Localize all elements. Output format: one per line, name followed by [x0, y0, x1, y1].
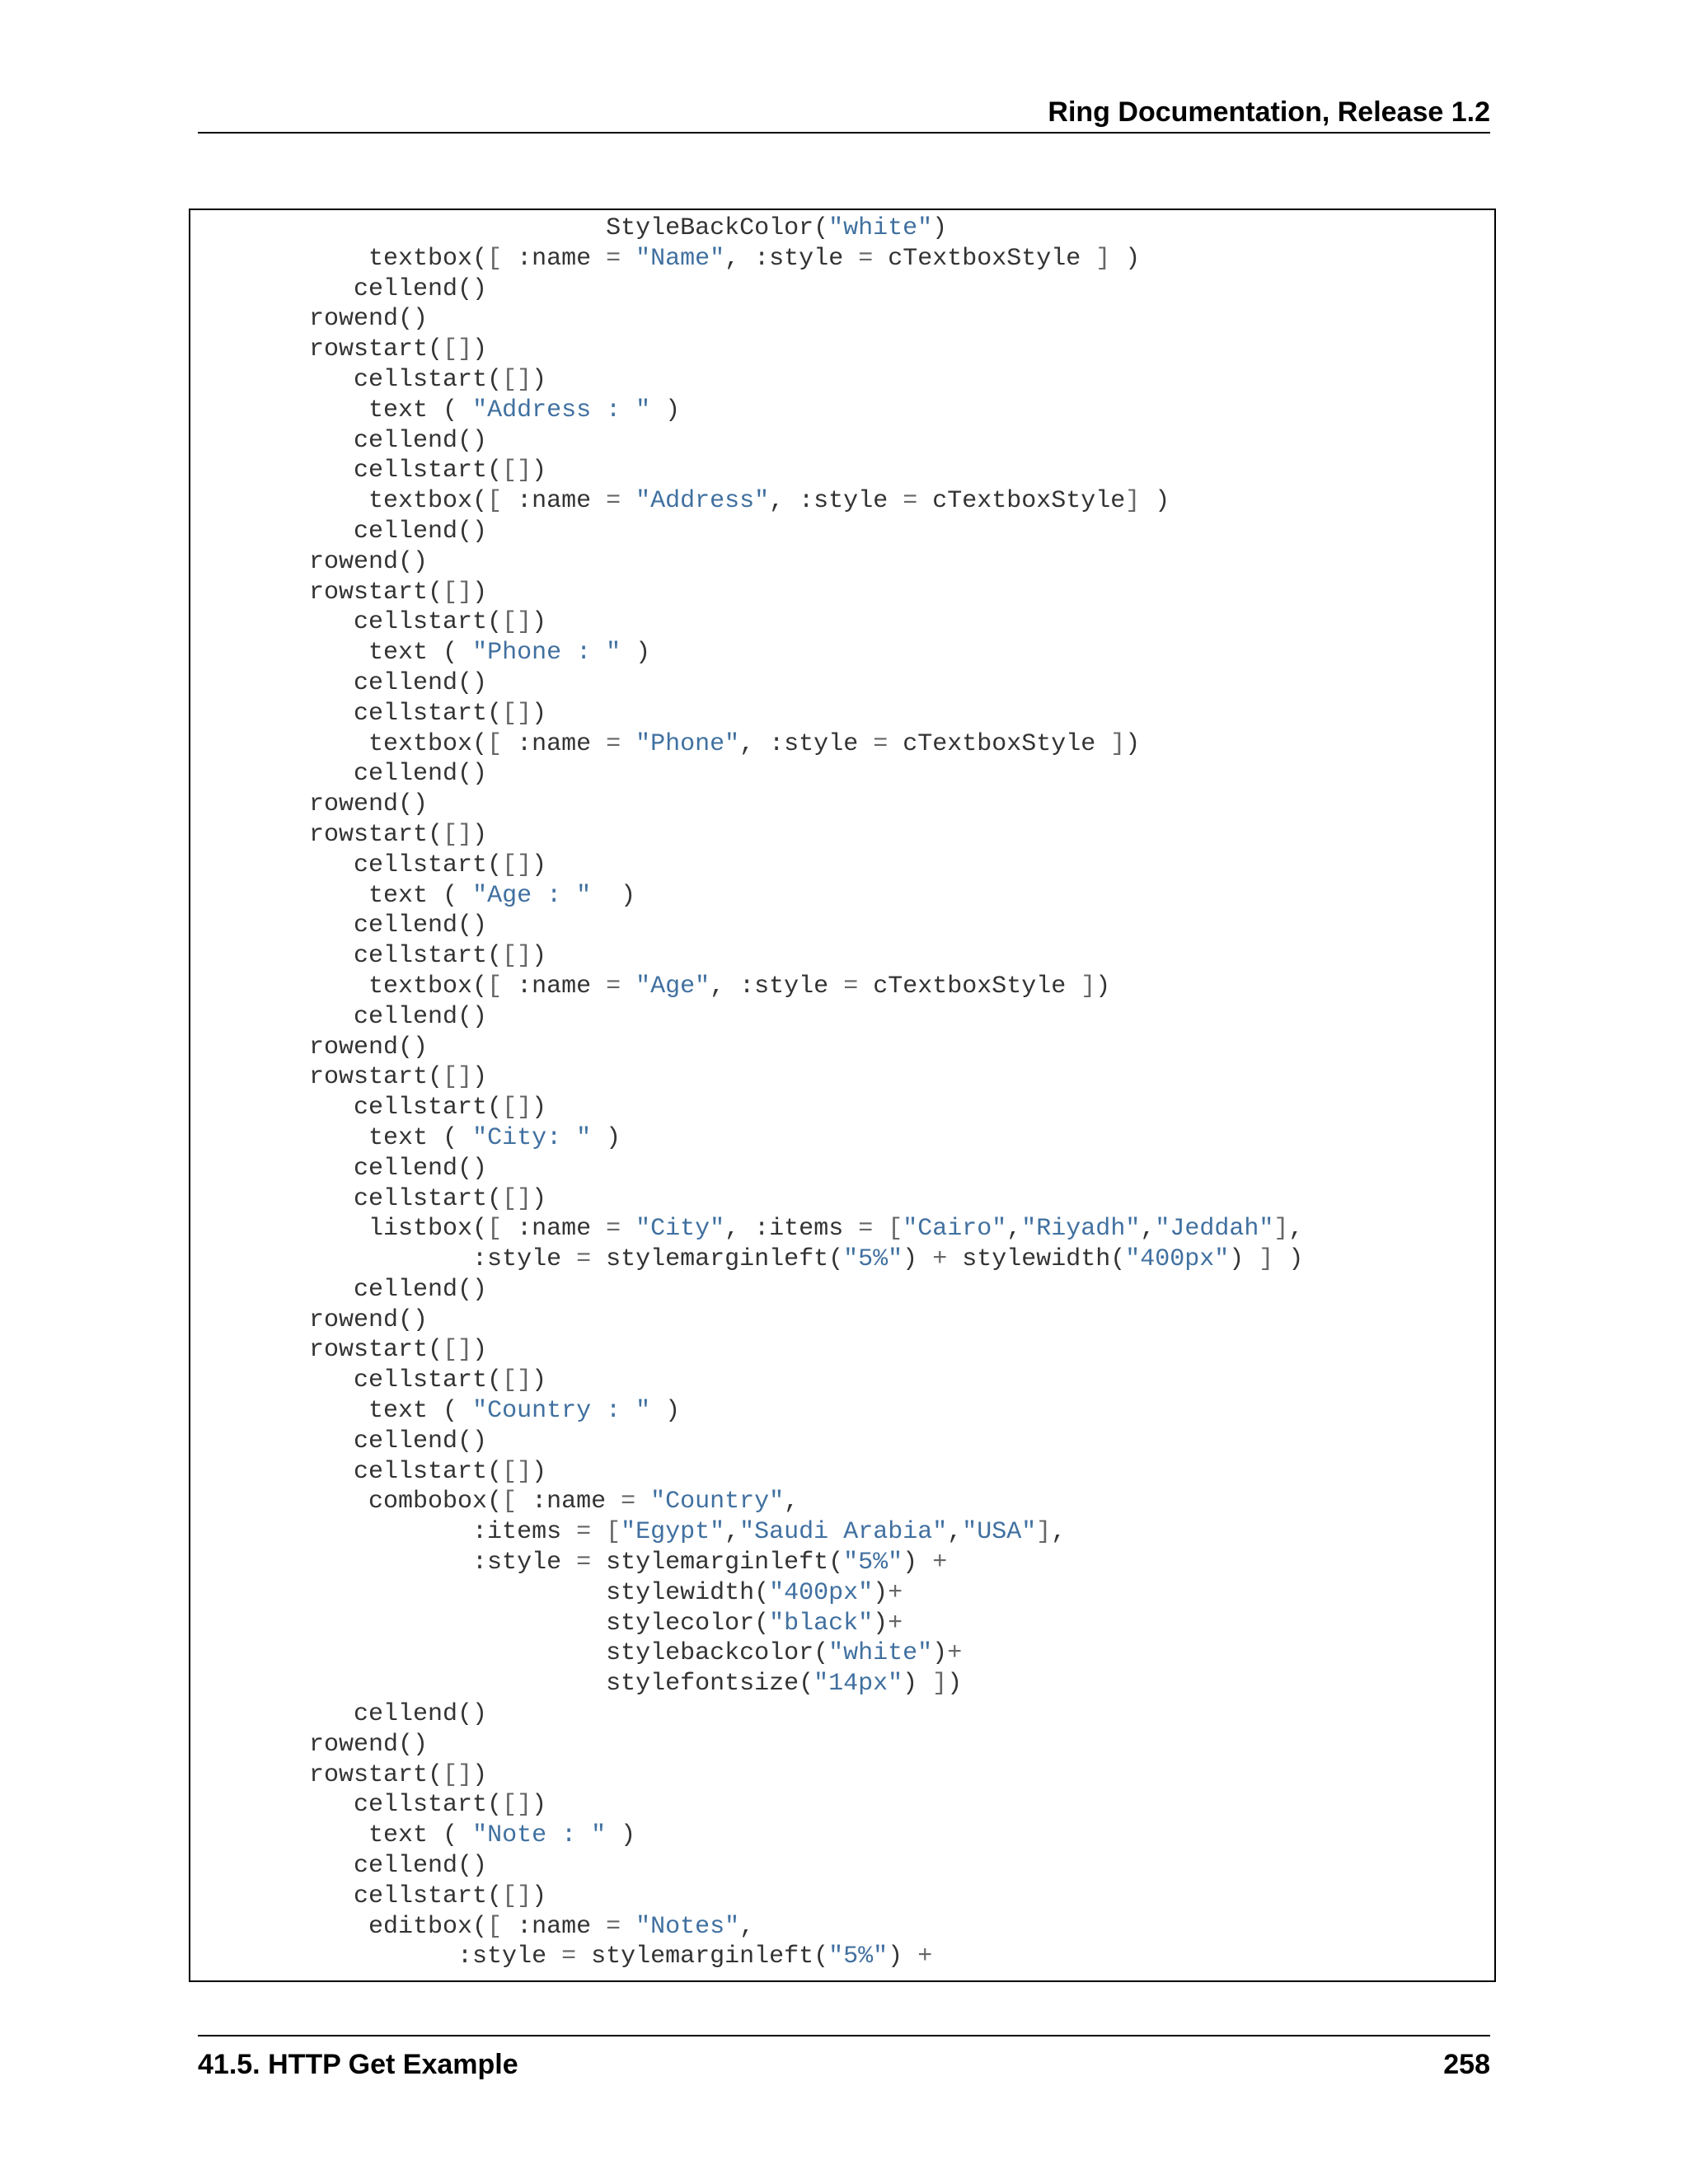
code-line: cellstart([]) [190, 1184, 547, 1213]
code-line: cellstart([]) [190, 1882, 547, 1910]
code-line: cellend() [190, 1002, 488, 1031]
code-line: text ( "Address : " ) [190, 396, 681, 424]
page-header [198, 92, 1490, 134]
code-line: rowend() [190, 547, 429, 576]
code-line: text ( "Phone : " ) [190, 639, 651, 668]
code-line: cellstart([]) [190, 942, 547, 971]
code-line: cellend() [190, 517, 488, 546]
code-line: rowend() [190, 1033, 429, 1062]
code-line: text ( "Note : " ) [190, 1821, 636, 1850]
code-line: textbox([ :name = "Phone", :style = cTextboxStyle ]) [190, 729, 1141, 758]
code-line: rowstart([]) [190, 1063, 488, 1092]
code-line: textbox([ :name = "Age", :style = cTextboxStyle ]) [190, 972, 1111, 1001]
code-line: StyleBackColor("white") [190, 214, 948, 242]
code-line: cellend() [190, 426, 488, 455]
code-line: rowstart([]) [190, 335, 488, 364]
code-line: editbox([ :name = "Notes", [190, 1912, 755, 1941]
code-line: cellstart([]) [190, 457, 547, 485]
code-line: text ( "City: " ) [190, 1123, 621, 1152]
code-line: textbox([ :name = "Address", :style = cTextboxStyle] ) [190, 487, 1170, 516]
section-title: 41.5. HTTP Get Example [198, 2049, 518, 2080]
code-line: cellend() [190, 760, 488, 789]
code-listing [190, 213, 1303, 1972]
code-line: text ( "Age : " ) [190, 881, 636, 910]
code-line: rowend() [190, 1730, 429, 1759]
code-line: stylebackcolor("white")+ [190, 1639, 963, 1668]
code-line: rowstart([]) [190, 1336, 488, 1365]
code-line: cellstart([]) [190, 1791, 547, 1820]
code-line: cellend() [190, 274, 488, 303]
page-footer [198, 2035, 1490, 2078]
code-line: :style = stylemarginleft("5%") + stylewidth("400px") ] ) [190, 1245, 1304, 1274]
code-line: cellend() [190, 1154, 488, 1183]
code-line: cellstart([]) [190, 851, 547, 879]
code-line: :style = stylemarginleft("5%") + [190, 1549, 948, 1577]
code-line: listbox([ :name = "City", :items = ["Cairo","Riyadh","Jeddah"], [190, 1215, 1304, 1244]
code-line: cellstart([]) [190, 1094, 547, 1122]
page-number: 258 [1443, 2049, 1490, 2080]
document-title: Ring Documentation, Release 1.2 [1048, 96, 1490, 128]
code-line: cellend() [190, 1275, 488, 1304]
code-line: cellend() [190, 912, 488, 940]
code-line: :style = stylemarginleft("5%") + [190, 1943, 933, 1971]
code-line: cellend() [190, 1852, 488, 1881]
code-line: rowend() [190, 790, 429, 819]
code-line: stylewidth("400px")+ [190, 1578, 903, 1607]
code-line: rowstart([]) [190, 820, 488, 849]
code-line: rowend() [190, 1305, 429, 1334]
code-line: cellstart([]) [190, 1457, 547, 1486]
code-line: cellend() [190, 1700, 488, 1729]
code-line: text ( "Country : " ) [190, 1397, 681, 1426]
code-line: cellstart([]) [190, 608, 547, 637]
code-line: cellstart([]) [190, 1366, 547, 1395]
code-line: :items = ["Egypt","Saudi Arabia","USA"], [190, 1518, 1067, 1547]
code-line: combobox([ :name = "Country", [190, 1488, 799, 1516]
code-line: cellstart([]) [190, 699, 547, 728]
code-block [189, 209, 1496, 1982]
code-line: stylecolor("black")+ [190, 1609, 903, 1638]
code-line: rowstart([]) [190, 1760, 488, 1789]
code-line: cellend() [190, 1427, 488, 1455]
code-line: textbox([ :name = "Name", :style = cTextboxStyle ] ) [190, 244, 1141, 273]
code-line: rowend() [190, 305, 429, 334]
code-line: cellend() [190, 668, 488, 697]
code-line: stylefontsize("14px") ]) [190, 1670, 963, 1699]
code-line: cellstart([]) [190, 365, 547, 394]
code-line: rowstart([]) [190, 578, 488, 607]
